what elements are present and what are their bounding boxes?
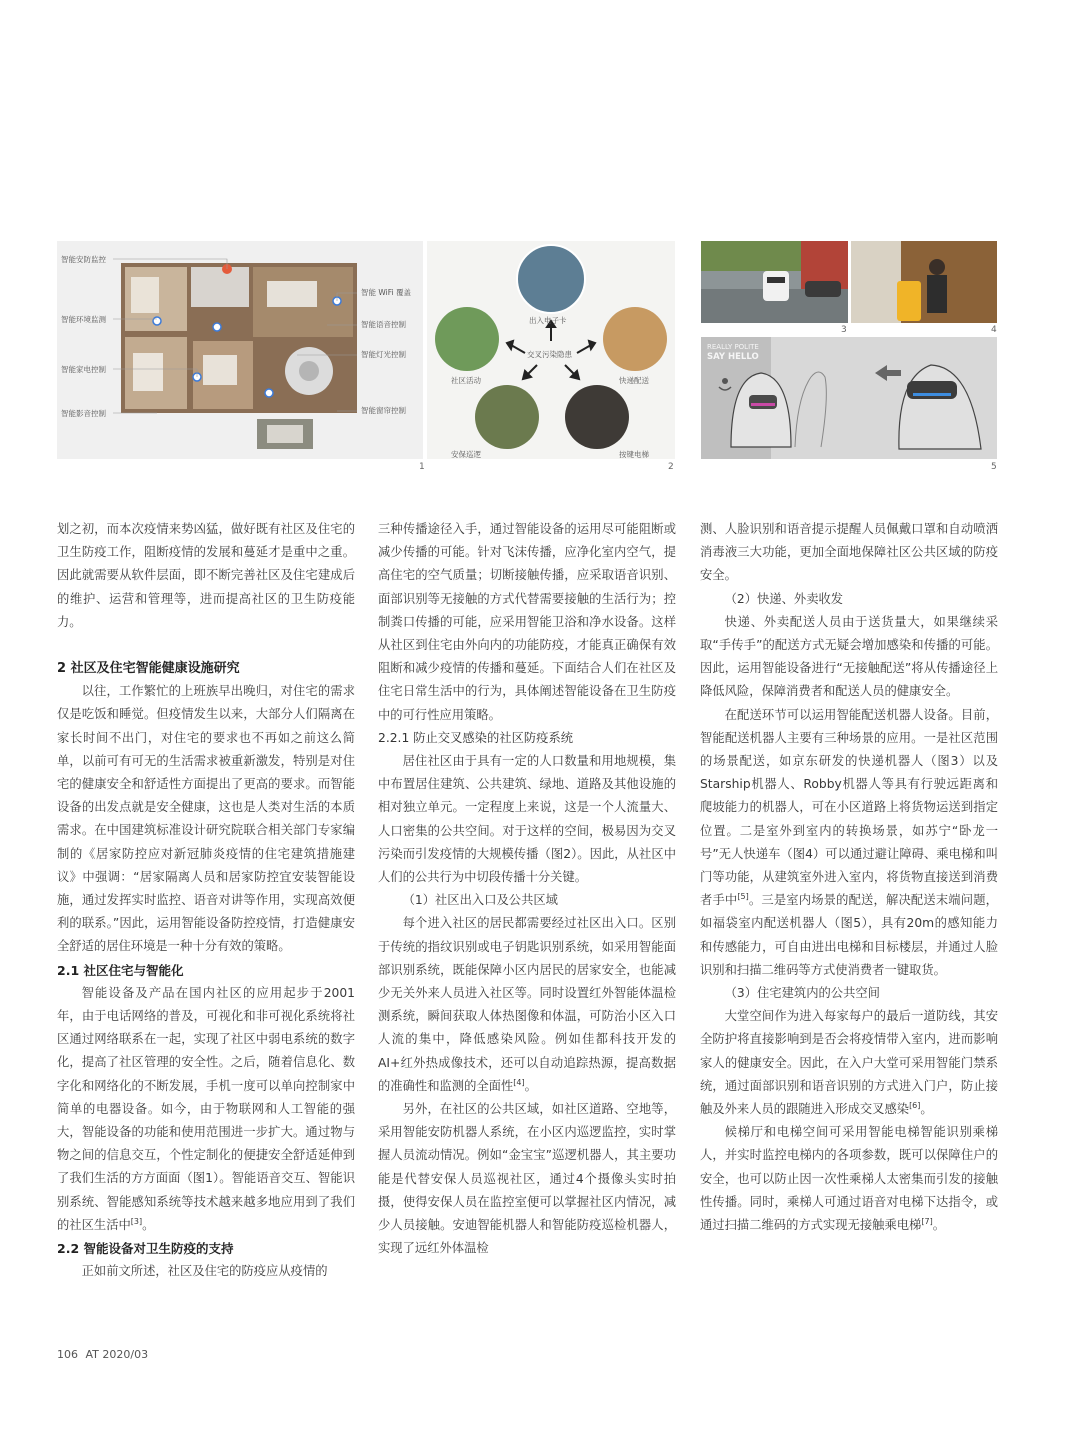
- delivery-robot-street-illustration: [701, 241, 848, 323]
- figure-3-number: 3: [841, 325, 847, 335]
- courier-robot-lobby-illustration: [851, 241, 997, 323]
- citation-5: [5]: [737, 892, 749, 902]
- fig5-sign-line-1: REALLY POLITE: [707, 343, 759, 351]
- subheading-public-space: （3）住宅建筑内的公共空间: [724, 986, 880, 1001]
- subheading-entrance: （1）社区出入口及公共区域: [402, 893, 558, 908]
- col2-paragraph-3: 每个进入社区的居民都需要经过社区出入口。区别于传统的指纹识别或电子钥匙识别系统，如采用智能面部识别系统，既能保障小区内居民的居家安全，也能减少无关外来人员进入社区等。同时设置红外智能体温检测系统，瞬间获取人体热图像和体温，可防治小区入口人流的集中，降低感染风险。例如佳都科技开发的AI+红外热成像技术，还可以自动追踪热源，提高数据的准确性和监测的全面性[4]。: [378, 916, 676, 1093]
- figure-4-number: 4: [991, 325, 997, 335]
- figure-3-delivery-robot-photo: [701, 241, 848, 323]
- fig2-node-patrol: 安保巡逻: [451, 450, 481, 459]
- fig1-label-av: 智能影音控制: [61, 409, 106, 418]
- figure-1-number: 1: [419, 462, 425, 472]
- text-column-3: [700, 518, 998, 1237]
- page-number: 106: [57, 1348, 78, 1361]
- figure-5-indoor-robot-photo: [701, 337, 997, 459]
- text-column-1: [57, 518, 355, 1284]
- fig2-center-label: 交叉污染隐患: [527, 350, 572, 359]
- citation-6: [6]: [909, 1100, 921, 1110]
- fig2-node-card: 出入电子卡: [529, 316, 567, 325]
- col2-paragraph-1: 三种传播途径入手，通过智能设备的运用尽可能阻断或减少传播的可能。针对飞沫传播，应净化室内空气，提高住宅的空气质量；切断接触传播，应采取语音识别、面部识别等无接触的方式代替需要接触的生活行为；控制粪口传播的可能，应采用智能卫浴和净水设备。这样从社区到住宅由外向内的功能防疫，才能真正确保有效阻断和减少疫情的传播和蔓延。下面结合人们在社区及住宅日常生活中的行为，具体阐述智能设备在卫生防疫中的可行性应用策略。: [378, 522, 676, 722]
- fig1-label-security: 智能安防监控: [61, 255, 106, 264]
- col1-paragraph-1: 划之初，而本次疫情来势凶猛，做好既有社区及住宅的卫生防疫工作，阻断疫情的发展和蔓延才是重中之重。因此就需要从软件层面，即不断完善社区及住宅建成后的维护、运营和管理等，进而提高社区的卫生防疫能力。: [57, 522, 355, 629]
- section-2-heading: 2 社区及住宅智能健康设施研究: [57, 661, 240, 677]
- fig2-node-elevator: 按键电梯: [619, 450, 649, 459]
- fig2-node-community: 社区活动: [451, 376, 481, 385]
- figure-2-contamination-diagram: [427, 241, 675, 459]
- text-column-2: [378, 518, 676, 1261]
- fig1-label-curtain: 智能窗帘控制: [361, 406, 406, 415]
- col3-paragraph-1: 测、人脸识别和语音提示提醒人员佩戴口罩和自动喷洒消毒液三大功能，更加全面地保障社区公共区域的防疫安全。: [700, 522, 998, 583]
- journal-issue: AT 2020/03: [85, 1348, 149, 1361]
- col3-paragraph-4: 大堂空间作为进入每家每户的最后一道防线，其安全防护将直接影响到是否会将疫情带入室内，进而影响家人的健康安全。因此，在入户大堂可采用智能门禁系统，通过面部识别和语音识别的方式进入门户，防止接触及外来人员的跟随进入形成交叉感染[6]。: [700, 1009, 998, 1117]
- col3-paragraph-3: 在配送环节可以运用智能配送机器人设备。目前，智能配送机器人主要有三种场景的应用。一是社区范围的场景配送，如京东研发的快递机器人（图3）以及Starship机器人、Robby机器人等具有行驶远距离和爬坡能力的机器人，可在小区道路上将货物运送到指定位置。二是室外到室内的转换场景，如苏宁“卧龙一号”无人快递车（图4）可以通过避让障碍、乘电梯和叫门等功能，从建筑室外进入室内，将货物直接送到消费者手中[5]。三是室内场景的配送，解决配送末端问题，如福袋室内配送机器人（图5），具有20m的感知能力和传感能力，可自由进出电梯和目标楼层，并通过人脸识别和扫描二维码等方式使消费者一键取货。: [700, 707, 998, 977]
- fig1-label-lighting: 智能灯光控制: [361, 350, 406, 359]
- section-2-1-heading: 2.1 社区住宅与智能化: [57, 962, 184, 978]
- subheading-delivery: （2）快递、外卖收发: [724, 591, 844, 606]
- figure-4-courier-robot-photo: [851, 241, 997, 323]
- col1-paragraph-4: 正如前文所述，社区及住宅的防疫应从疫情的: [81, 1264, 328, 1279]
- fig1-label-voice: 智能语音控制: [361, 320, 406, 329]
- col2-paragraph-2: 居住社区由于具有一定的人口数量和用地规模，集中布置居住建筑、公共建筑、绿地、道路及其他设施的相对独立单元。一定程度上来说，这是一个人流量大、人口密集的公共空间。对于这样的空间，极易因为交叉污染而引发疫情的大规模传播（图2）。因此，从社区中人们的公共行为中切段传播十分关键。: [378, 754, 676, 885]
- fig1-label-environment: 智能环境监测: [61, 315, 106, 324]
- fig1-label-wifi: 智能 WiFi 覆盖: [361, 288, 411, 297]
- citation-3: [3]: [130, 1216, 143, 1226]
- figure-1-floor-plan: [57, 241, 423, 459]
- fig2-node-delivery: 快递配送: [619, 376, 649, 385]
- citation-4: [4]: [513, 1077, 525, 1087]
- figure-2-number: 2: [668, 462, 674, 472]
- fig1-label-appliance: 智能家电控制: [61, 365, 106, 374]
- figure-5-number: 5: [991, 462, 997, 472]
- fig5-sign-line-2: SAY HELLO: [707, 352, 759, 362]
- col3-paragraph-2: 快递、外卖配送人员由于送货量大，如果继续采取“手传手”的配送方式无疑会增加感染和传播的可能。因此，运用智能设备进行“无接触配送”将从传播途径上降低风险，保障消费者和配送人员的健康安全。: [700, 614, 998, 699]
- col1-paragraph-2: 以往，工作繁忙的上班族早出晚归，对住宅的需求仅是吃饭和睡觉。但疫情发生以来，大部分人们隔离在家长时间不出门，对住宅的要求也不再如之前这么简单，以前可有可无的生活需求被重新激发，特别是对住宅的健康安全和舒适性方面提出了更高的要求。而智能设备的出发点就是安全健康，这也是人类对生活的本质需求。在中国建筑标准设计研究院联合相关部门专家编制的《居家防控应对新冠肺炎疫情的住宅建筑措施建议》中强调：“居家隔离人员和居家防控宜安装智能设施，通过发挥实时监控、语音对讲等作用，实现高效便利的联系。”因此，运用智能设备防控疫情，打造健康安全舒适的居住环境是一种十分有效的策略。: [57, 684, 355, 954]
- col2-paragraph-4: 另外，在社区的公共区域，如社区道路、空地等，采用智能安防机器人系统，在小区内巡逻监控，实时掌握人员流动情况。例如“金宝宝”巡逻机器人，其主要功能是代替安保人员巡视社区，通过4个摄像头实时拍摄，使得安保人员在监控室便可以掌握社区内情况，减少人员接触。安迪智能机器人和智能防疫巡检机器人，实现了远红外体温检: [378, 1102, 676, 1256]
- citation-7: [7]: [921, 1217, 933, 1226]
- col1-paragraph-3: 智能设备及产品在国内社区的应用起步于2001年，由于电话网络的普及，可视化和非可视化系统将社区通过网络联系在一起，实现了社区中弱电系统的数字化，提高了社区管理的安全性。之后，随着信息化、数字化和网络化的不断发展，手机一度可以单向控制家中简单的电器设备。如今，由于物联网和人工智能的强大，智能设备的功能和使用范围进一步扩大。通过物与物之间的信息交互，个性定制化的便捷安全舒适延伸到了我们生活的方方面面（图1）。智能语音交互、智能识别系统、智能感知系统等技术越来越多地应用到了我们的社区生活中[3]。: [57, 985, 355, 1232]
- col3-paragraph-5: 候梯厅和电梯空间可采用智能电梯智能识别乘梯人，并实时监控电梯内的各项参数，既可以保障住户的安全，也可以防止因一次性乘梯人太密集而引发的接触性传播。同时，乘梯人可通过语音对电梯下达指令，或通过扫描二维码的方式实现无接触乘电梯[7]。: [700, 1125, 998, 1233]
- page-footer: [57, 1348, 148, 1361]
- section-2-2-1-heading: 2.2.1 防止交叉感染的社区防疫系统: [378, 730, 574, 745]
- section-2-2-heading: 2.2 智能设备对卫生防疫的支持: [57, 1241, 234, 1257]
